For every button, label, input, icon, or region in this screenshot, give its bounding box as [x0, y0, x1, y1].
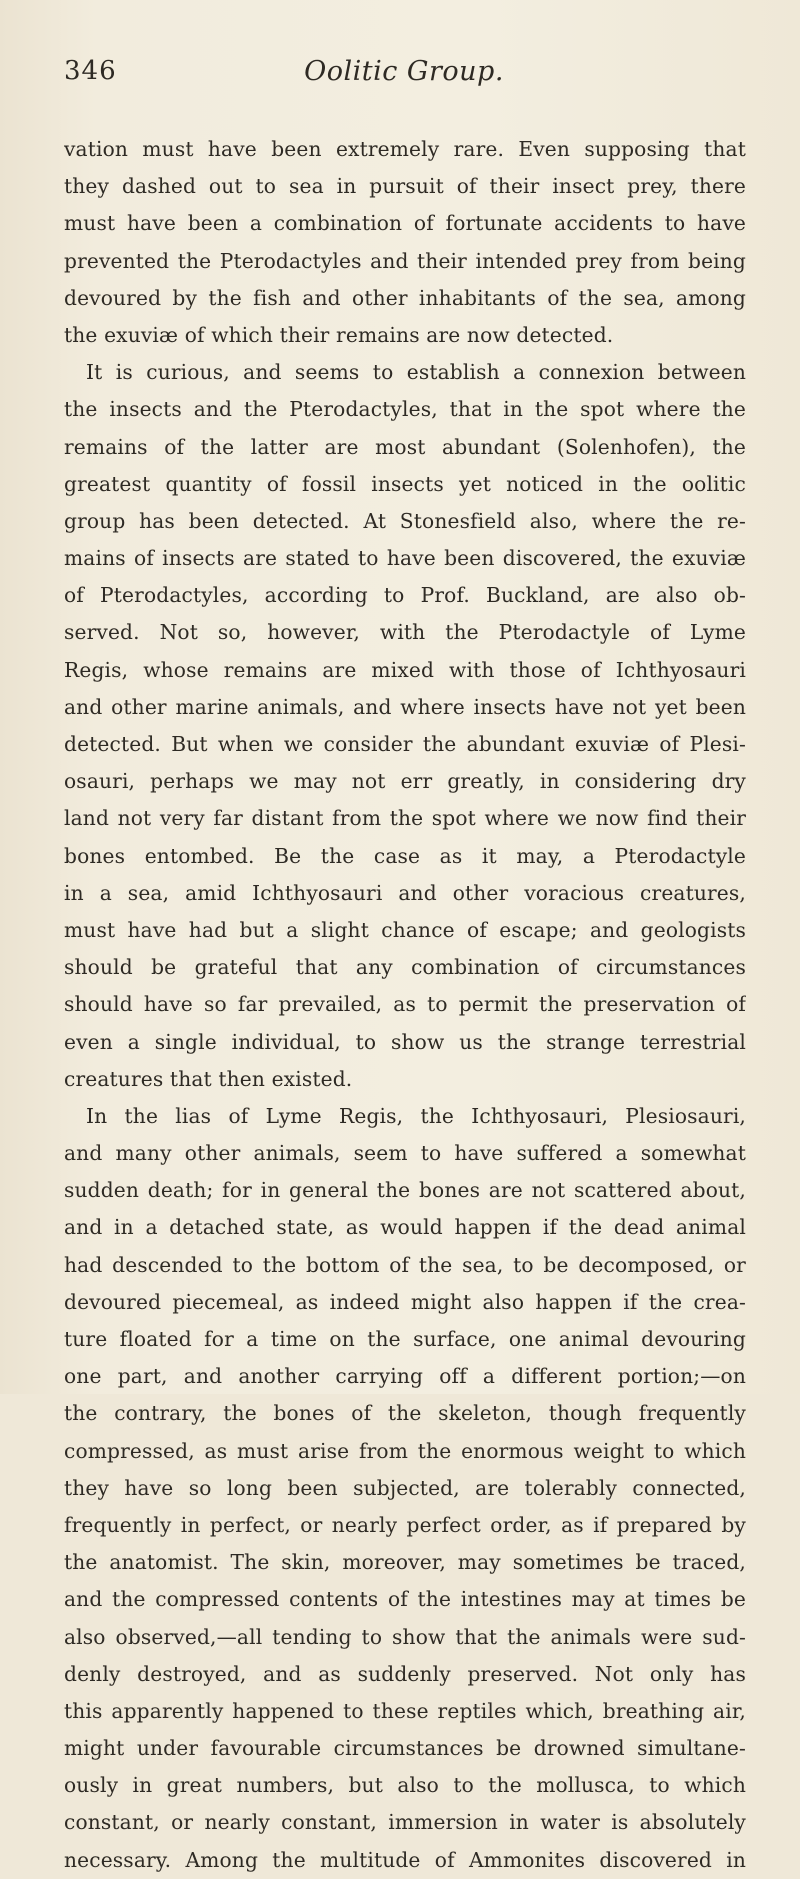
text-line: might under favourable circumstances be drowned simultane- — [64, 1736, 746, 1761]
text-line: the anatomist. The skin, moreover, may sometimes be traced, — [64, 1550, 746, 1575]
text-line: detected. But when we consider the abundant exuviæ of Plesi- — [64, 732, 746, 756]
text-line: mains of insects are stated to have been discovered, the exuviæ — [64, 546, 746, 571]
text-line: bones entombed. Be the case as it may, a Pterodactyle — [64, 843, 746, 868]
running-head — [64, 56, 744, 96]
text-line: greatest quantity of fossil insects yet noticed in the oolitic — [64, 471, 746, 496]
text-line: and in a detached state, as would happen if the dead animal — [64, 1215, 746, 1240]
text-line: one part, and another carrying off a different portion;—on — [64, 1364, 746, 1389]
text-line: the contrary, the bones of the skeleton, though frequently — [64, 1401, 746, 1426]
text-line: and many other animals, seem to have suffered a somewhat — [64, 1141, 746, 1166]
text-line: even a single individual, to show us the strange terrestrial — [64, 1029, 746, 1054]
text-line: ture floated for a time on the surface, one animal devouring — [64, 1327, 746, 1351]
text-line: vation must have been extremely rare. Even supposing that — [64, 137, 746, 161]
text-line: this apparently happened to these reptiles which, breathing air, — [64, 1698, 746, 1723]
text-line: creatures that then existed. — [64, 1066, 353, 1091]
text-line: Regis, whose remains are mixed with those of Ichthyosauri — [64, 657, 746, 682]
text-line: should be grateful that any combination of circumstances — [64, 955, 746, 980]
text-line: osauri, perhaps we may not err greatly, in considering dry — [64, 769, 746, 794]
running-title: Oolitic Group. — [304, 56, 504, 87]
text-line: prevented the Pterodactyles and their intended prey from being — [64, 248, 746, 273]
text-line: ously in great numbers, but also to the mollusca, to which — [64, 1773, 746, 1798]
text-line: devoured by the fish and other inhabitants of the sea, among — [64, 285, 746, 310]
text-line: necessary. Among the multitude of Ammonites discovered in — [64, 1847, 746, 1872]
text-line: denly destroyed, and as suddenly preserved. Not only has — [64, 1661, 746, 1686]
text-line: frequently in perfect, or nearly perfect order, as if prepared by — [64, 1512, 746, 1537]
text-line: sudden death; for in general the bones are not scattered about, — [64, 1178, 746, 1203]
page-number: 346 — [64, 56, 117, 86]
text-line: had descended to the bottom of the sea, to be decomposed, or — [64, 1252, 746, 1277]
text-line: served. Not so, however, with the Pterodactyle of Lyme — [64, 620, 746, 645]
text-line: must have had but a slight chance of escape; and geologists — [64, 917, 746, 942]
text-line: remains of the latter are most abundant (Solenhofen), the — [64, 434, 746, 459]
text-line: group has been detected. At Stonesfield also, where the re- — [64, 508, 746, 533]
text-line: they have so long been subjected, are tolerably connected, — [64, 1475, 746, 1500]
text-line: of Pterodactyles, according to Prof. Buckland, are also ob- — [64, 583, 746, 608]
text-line: constant, or nearly constant, immersion in water is absolutely — [64, 1810, 746, 1835]
text-line: should have so far prevailed, as to permit the preservation of — [64, 992, 746, 1017]
text-line: in a sea, amid Ichthyosauri and other voracious creatures, — [64, 880, 746, 905]
text-line: must have been a combination of fortunate accidents to have — [64, 211, 746, 236]
text-line: In the lias of Lyme Regis, the Ichthyosauri, Plesiosauri, — [86, 1103, 746, 1128]
text-line: the exuviæ of which their remains are now detected. — [64, 322, 614, 347]
text-line: and other marine animals, and where insects have not yet been — [64, 694, 746, 719]
body-text — [64, 131, 746, 1879]
text-line: land not very far distant from the spot where we now find their — [64, 806, 746, 831]
text-line: It is curious, and seems to establish a connexion between — [86, 360, 746, 385]
text-line: also observed,—all tending to show that the animals were sud- — [64, 1624, 746, 1649]
text-line: compressed, as must arise from the enormous weight to which — [64, 1438, 746, 1463]
text-line: the insects and the Pterodactyles, that in the spot where the — [64, 397, 746, 422]
text-line: they dashed out to sea in pursuit of their insect prey, there — [64, 174, 746, 199]
text-line: and the compressed contents of the intestines may at times be — [64, 1587, 746, 1612]
text-line: devoured piecemeal, as indeed might also happen if the crea- — [64, 1289, 746, 1314]
